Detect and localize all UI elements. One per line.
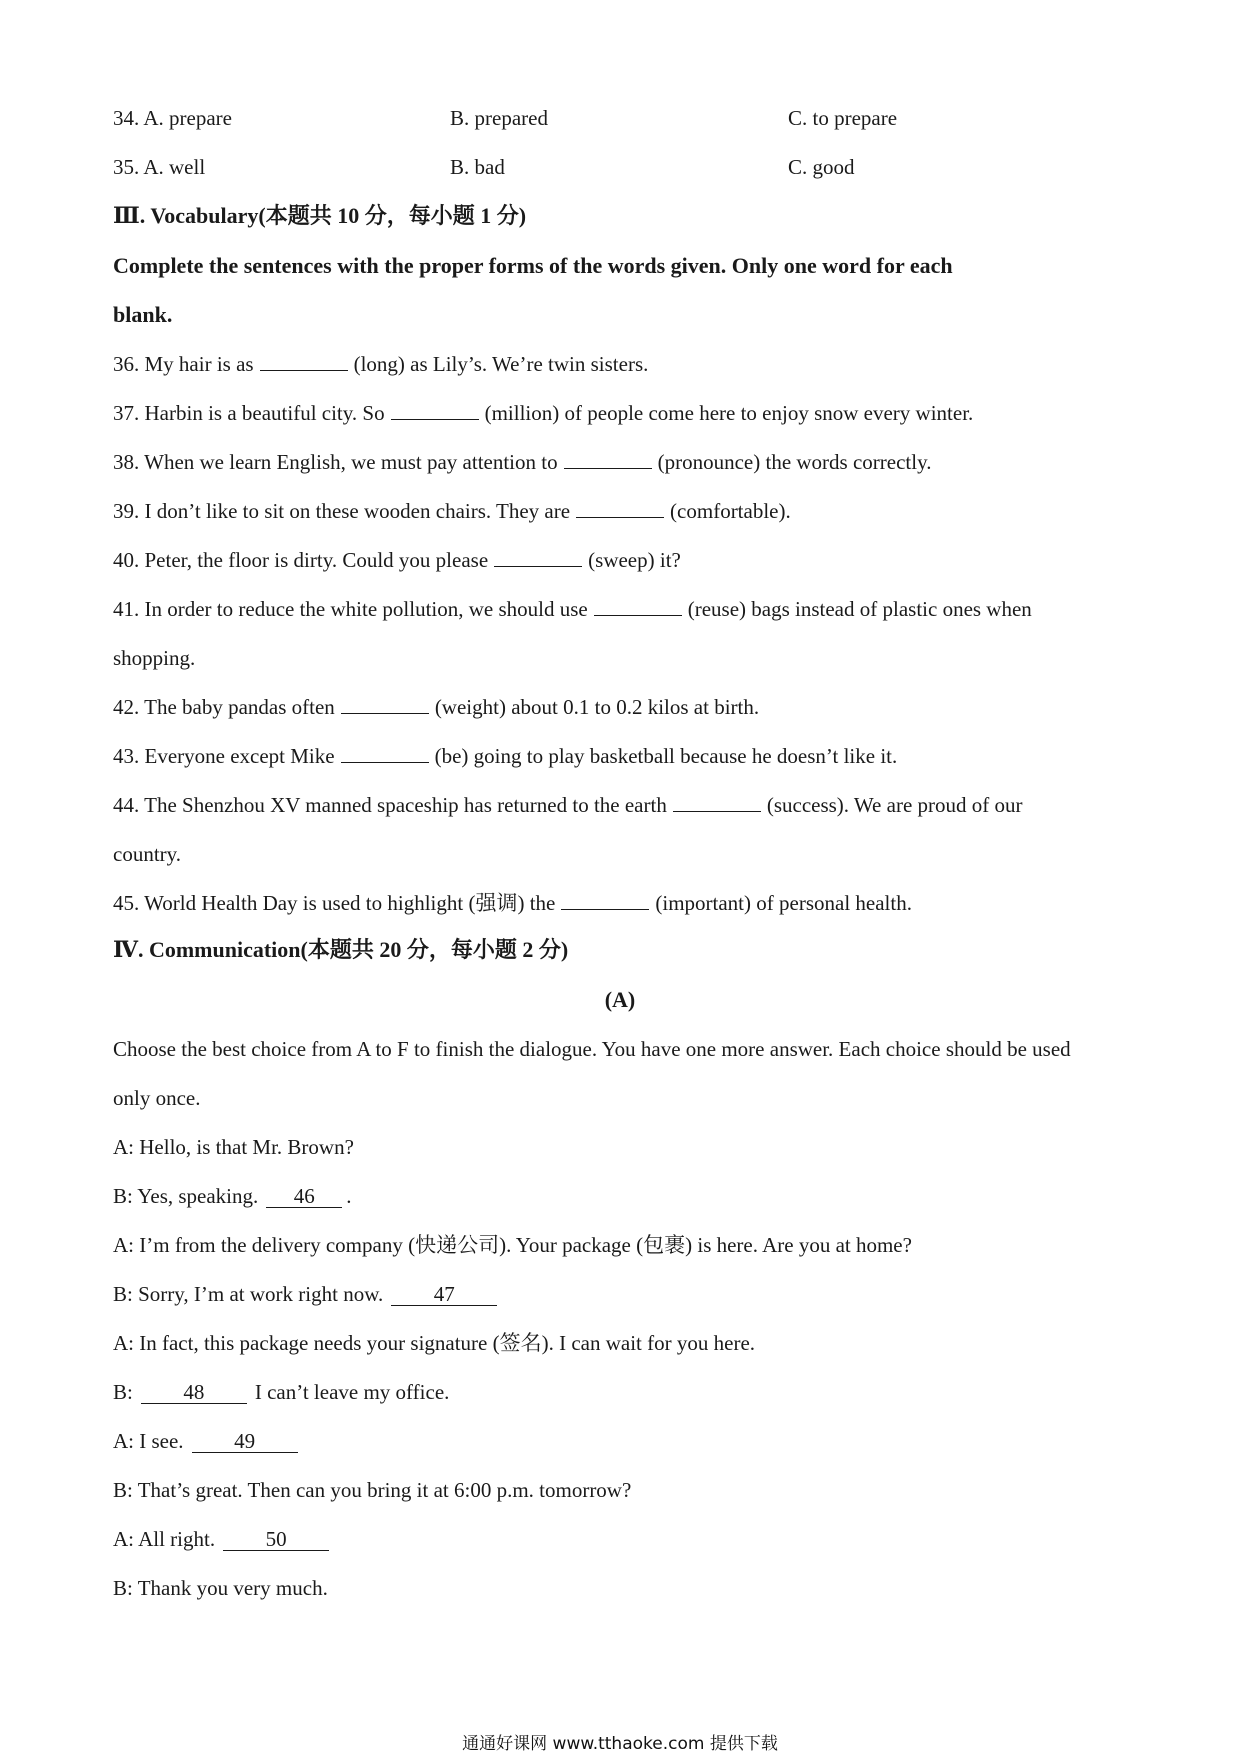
question-text: 39. I don’t like to sit on these wooden chairs. They are bbox=[113, 499, 571, 523]
question-41-cont: shopping. bbox=[113, 646, 196, 670]
answer-blank bbox=[564, 449, 652, 469]
dialogue-text: I can’t leave my office. bbox=[254, 1380, 450, 1404]
section-4-instruction: Choose the best choice from A to F to finish the dialogue. You have one more answer. Each choice should be used bbox=[113, 1037, 1071, 1061]
dialogue-line bbox=[113, 1280, 501, 1308]
question-text: (pronounce) the words correctly. bbox=[657, 450, 932, 474]
section-4-heading: Ⅳ. Communication(本题共 20 分，每小题 2 分) bbox=[113, 937, 569, 962]
dialogue-line: B: That’s great. Then can you bring it at 6:00 p.m. tomorrow? bbox=[113, 1478, 632, 1502]
dialogue-line: A: Hello, is that Mr. Brown? bbox=[113, 1135, 354, 1159]
answer-blank bbox=[494, 547, 582, 567]
section-3-heading: Ⅲ. Vocabulary(本题共 10 分，每小题 1 分) bbox=[113, 203, 527, 228]
dialogue-text: B: Sorry, I’m at work right now. bbox=[113, 1282, 384, 1306]
question-40 bbox=[113, 546, 681, 574]
question-text: (reuse) bags instead of plastic ones when bbox=[687, 597, 1032, 621]
section-4-instruction-cont: only once. bbox=[113, 1086, 201, 1110]
option-b: B. prepared bbox=[450, 106, 548, 130]
question-38 bbox=[113, 448, 931, 476]
answer-blank bbox=[673, 792, 761, 812]
answer-blank bbox=[576, 498, 664, 518]
question-text: 44. The Shenzhou XV manned spaceship has returned to the earth bbox=[113, 793, 667, 817]
question-37 bbox=[113, 399, 973, 427]
option-c: C. good bbox=[788, 155, 855, 179]
dialogue-line: A: In fact, this package needs your signature (签名). I can wait for you here. bbox=[113, 1331, 756, 1355]
answer-blank-50: 50 bbox=[223, 1528, 329, 1551]
question-39 bbox=[113, 497, 791, 525]
question-45 bbox=[113, 889, 912, 917]
question-44 bbox=[113, 791, 1023, 819]
question-text: (comfortable). bbox=[670, 499, 791, 523]
question-text: 37. Harbin is a beautiful city. So bbox=[113, 401, 385, 425]
dialogue-text: A: I see. bbox=[113, 1429, 184, 1453]
dialogue-text: B: Yes, speaking. bbox=[113, 1184, 259, 1208]
question-text: 45. World Health Day is used to highlight (强调) the bbox=[113, 891, 556, 915]
dialogue-line bbox=[113, 1525, 333, 1553]
answer-blank bbox=[561, 890, 649, 910]
question-text: (success). We are proud of our bbox=[766, 793, 1023, 817]
question-text: (million) of people come here to enjoy snow every winter. bbox=[484, 401, 974, 425]
answer-blank-49: 49 bbox=[192, 1430, 298, 1453]
dialogue-line bbox=[113, 1427, 302, 1455]
question-text: (long) as Lily’s. We’re twin sisters. bbox=[353, 352, 649, 376]
answer-blank bbox=[391, 400, 479, 420]
question-43 bbox=[113, 742, 897, 770]
option-b: B. bad bbox=[450, 155, 505, 179]
dialogue-line bbox=[113, 1378, 449, 1406]
section-3-instruction-cont: blank. bbox=[113, 302, 173, 327]
question-44-cont: country. bbox=[113, 842, 182, 866]
option-a: 34. A. prepare bbox=[113, 106, 232, 130]
dialogue-line: B: Thank you very much. bbox=[113, 1576, 328, 1600]
answer-blank bbox=[341, 694, 429, 714]
question-text: (be) going to play basketball because he doesn’t like it. bbox=[434, 744, 898, 768]
question-text: 36. My hair is as bbox=[113, 352, 254, 376]
section-3-instruction: Complete the sentences with the proper forms of the words given. Only one word for each bbox=[113, 253, 953, 278]
question-text: 42. The baby pandas often bbox=[113, 695, 335, 719]
dialogue-text: A: All right. bbox=[113, 1527, 216, 1551]
option-c: C. to prepare bbox=[788, 106, 898, 130]
question-text: (sweep) it? bbox=[588, 548, 681, 572]
question-text: (important) of personal health. bbox=[655, 891, 912, 915]
option-a: 35. A. well bbox=[113, 155, 206, 179]
question-text: 41. In order to reduce the white pollution, we should use bbox=[113, 597, 588, 621]
answer-blank-48: 48 bbox=[141, 1381, 247, 1404]
question-text: 38. When we learn English, we must pay attention to bbox=[113, 450, 558, 474]
answer-blank bbox=[594, 596, 682, 616]
answer-blank-46: 46 bbox=[266, 1185, 342, 1208]
question-text: 40. Peter, the floor is dirty. Could you please bbox=[113, 548, 489, 572]
question-42 bbox=[113, 693, 759, 721]
part-label: (A) bbox=[604, 987, 636, 1012]
dialogue-line: A: I’m from the delivery company (快递公司). Your package (包裹) is here. Are you at home? bbox=[113, 1233, 912, 1257]
question-36 bbox=[113, 350, 648, 378]
question-41 bbox=[113, 595, 1032, 623]
question-text: 43. Everyone except Mike bbox=[113, 744, 335, 768]
answer-blank bbox=[260, 351, 348, 371]
question-text: (weight) about 0.1 to 0.2 kilos at birth. bbox=[434, 695, 760, 719]
answer-blank bbox=[341, 743, 429, 763]
dialogue-text: B: bbox=[113, 1380, 133, 1404]
answer-blank-47: 47 bbox=[391, 1283, 497, 1306]
dialogue-text: . bbox=[346, 1184, 352, 1208]
dialogue-line bbox=[113, 1182, 352, 1210]
page-footer: 通通好课网 www.tthaoke.com 提供下载 bbox=[462, 1734, 778, 1754]
